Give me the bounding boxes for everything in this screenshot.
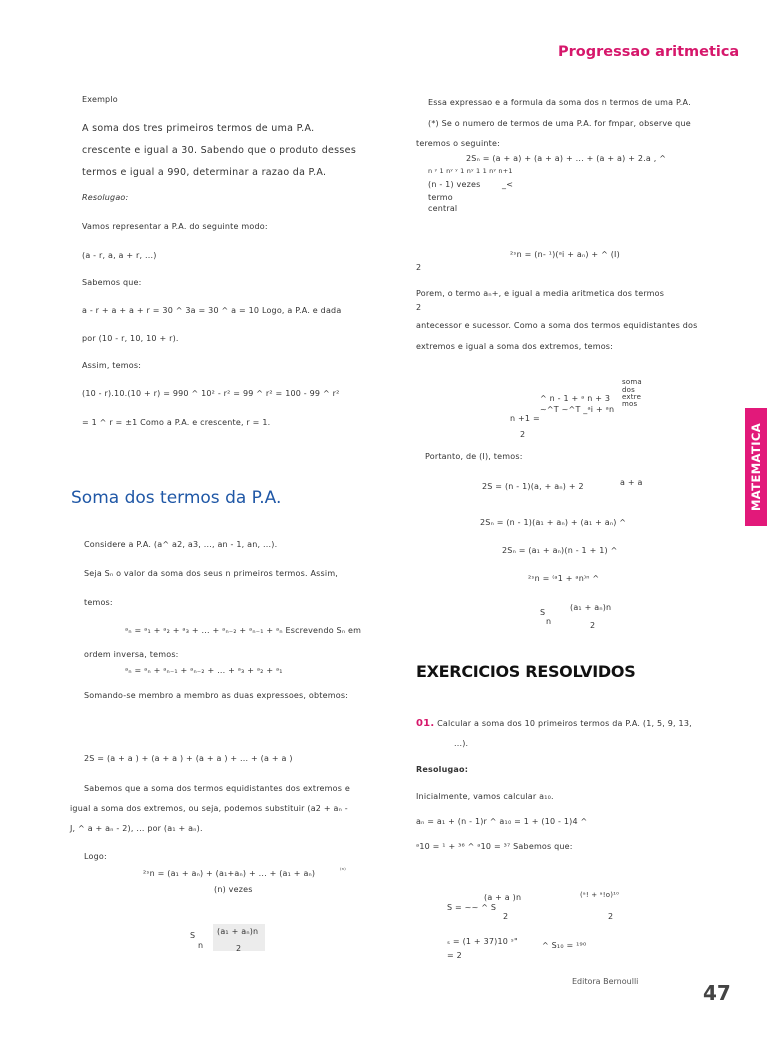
- formula-denominator: 2: [416, 263, 422, 272]
- formula-superscript: ⁽ⁿ⁾: [340, 867, 346, 874]
- text-line: Assim, temos:: [82, 361, 142, 370]
- text-line: extremos e igual a soma dos extremos, temos:: [416, 342, 614, 351]
- formula-line: 2Sₙ = (n - 1)(a₁ + aₙ) + (a₁ + aₙ) ^: [480, 518, 627, 527]
- formula-denominator: 2: [590, 621, 596, 630]
- section-title: Soma dos termos da P.A.: [71, 488, 282, 508]
- formula-line: (n) vezes: [214, 885, 253, 894]
- text-line: Porem, o termo aₙ+, e igual a media aritmetica dos termos: [416, 289, 665, 298]
- text-line: Portanto, de (I), temos:: [425, 452, 523, 461]
- formula-line: 2Sₙ = (a + a) + (a + a) + ... + (a + a) + 2.a , ^: [466, 154, 667, 163]
- text-line: Sabemos que:: [82, 278, 142, 287]
- formula-result: ^ S₁₀ = ¹⁹⁰: [542, 941, 587, 950]
- formula-line: = 2: [447, 951, 462, 960]
- side-tab-label: MATEMATICA: [749, 422, 763, 512]
- formula-note: termo: [428, 193, 453, 202]
- text-line: Essa expressao e a formula da soma dos n termos de uma P.A.: [428, 98, 691, 107]
- formula-denominator: 2: [236, 944, 242, 953]
- formula-line: aₙ = a₁ + (n - 1)r ^ a₁₀ = 1 + (10 - 1)4 ^: [416, 817, 588, 826]
- formula-denominator: 2: [520, 430, 526, 439]
- formula-denominator: 2: [503, 912, 509, 921]
- formula-note: dos: [622, 386, 635, 394]
- resolution-label: Resolugao:: [82, 193, 129, 202]
- text-line: Inicialmente, vamos calcular a₁₀.: [416, 792, 554, 801]
- example-text: A soma dos tres primeiros termos de uma P.A. crescente e igual a 30. Sabendo que o produto desses termos e igual a 990, determinar a razao da P.A.: [82, 123, 357, 178]
- page-number: 47: [703, 981, 731, 1005]
- exercise-text: Calcular a soma dos 10 primeiros termos da P.A. (1, 5, 9, 13,: [437, 719, 692, 728]
- text-line: a - r + a + a + r = 30 ^ 3a = 30 ^ a = 10 Logo, a P.A. e dada: [82, 306, 342, 315]
- text-line: temos:: [84, 598, 113, 607]
- text-line: teremos o seguinte:: [416, 139, 501, 148]
- formula-line: ₛ = (1 + 37)10 ˢ": [447, 937, 518, 946]
- formula-line: S = ~~ ^ S: [447, 903, 497, 912]
- formula-note: _<: [502, 180, 514, 189]
- text-line: igual a soma dos extremos, ou seja, podemos substituir (a2 + aₙ -: [70, 804, 348, 813]
- text-line: Somando-se membro a membro as duas expressoes, obtemos:: [84, 691, 349, 700]
- formula-line: 2Sₙ = (a₁ + aₙ)(n - 1 + 1) ^: [502, 546, 618, 555]
- text-line: por (10 - r, 10, 10 + r).: [82, 334, 179, 343]
- formula-subscript: n: [198, 941, 204, 950]
- formula-note: central: [428, 204, 458, 213]
- formula-numerator: (a + a )n: [484, 893, 522, 902]
- formula-line: 2S = (n - 1)(a, + aₙ) + 2: [482, 482, 584, 491]
- formula-numerator: (a₁ + aₙ)n: [570, 603, 612, 612]
- text-line: Considere a P.A. (a^ a2, a3, ..., an - 1, an, ...).: [84, 540, 278, 549]
- footer-brand: Editora Bernoulli: [572, 977, 639, 986]
- formula-line: ²ˢn = ⁽ᵃ1 + ᵃn⁾ⁿ ^: [528, 574, 600, 583]
- formula-numerator: (a₁ + aₙ)n: [217, 927, 259, 936]
- text-line: Seja Sₙ o valor da soma dos seus n primeiros termos. Assim,: [84, 569, 339, 578]
- text-line: Logo:: [84, 852, 107, 861]
- exercises-title: EXERCICIOS RESOLVIDOS: [416, 662, 636, 681]
- text-line: (*) Se o numero de termos de uma P.A. for fmpar, observe que: [428, 119, 691, 128]
- formula-line: n +1 =: [510, 414, 540, 423]
- formula-line: 2S = (a + a ) + (a + a ) + (a + a ) + ... + (a + a ): [84, 754, 293, 763]
- example-label: Exemplo: [82, 95, 118, 104]
- text-line: antecessor e sucessor. Como a soma dos termos equidistantes dos: [416, 321, 698, 330]
- text-line: Vamos representar a P.A. do seguinte modo:: [82, 222, 268, 231]
- text-line: = 1 ^ r = ±1 Como a P.A. e crescente, r = 1.: [82, 418, 271, 427]
- formula-denominator: 2: [608, 912, 614, 921]
- exercise-text-cont: ...).: [454, 739, 469, 748]
- text-line: (a - r, a, a + r, ...): [82, 251, 157, 260]
- text-line: 2: [416, 303, 422, 312]
- formula-line: ^ n - 1 + ᵃ n + 3: [540, 394, 611, 403]
- formula-line: ²ˢn = (a₁ + aₙ) + (a₁+aₙ) + ... + (a₁ + aₙ): [143, 869, 316, 878]
- formula-line: ᵃₙ = ᵃ₁ + ᵃ₂ + ᵃ₃ + ... + ᵃₙ₋₂ + ᵃₙ₋₁ + ᵃₙ Escrevendo Sₙ em: [125, 626, 362, 635]
- formula-numerator: (ᵃ! + ᵃ!o)¹⁰: [580, 891, 620, 899]
- formula-symbol: S: [540, 608, 546, 617]
- formula-subscript: n: [546, 617, 552, 626]
- formula-line: ~^T ~^T _ᵃi + ᵃn: [540, 405, 615, 414]
- formula-line: ᵃₙ = ᵃₙ + ᵃₙ₋₁ + ᵃₙ₋₂ + ... + ᵃ₃ + ᵃ₂ + ᵃ₁: [125, 666, 283, 675]
- formula-note: mos: [622, 400, 638, 408]
- text-line: Sabemos que a soma dos termos equidistantes dos extremos e: [84, 784, 350, 793]
- formula-symbol: S: [190, 931, 196, 940]
- formula-line: ᵃ10 = ¹ + ³⁶ ^ ᵃ10 = ³⁷ Sabemos que:: [416, 842, 573, 851]
- text-line: ordem inversa, temos:: [84, 650, 179, 659]
- formula-note: soma: [622, 378, 642, 386]
- resolution-label: Resolugao:: [416, 765, 469, 774]
- exercise-number: 01.: [416, 718, 435, 729]
- running-header: Progressao aritmetica: [558, 44, 740, 60]
- text-line: (10 - r).10.(10 + r) = 990 ^ 10² - r² = 99 ^ r² = 100 - 99 ^ r²: [82, 389, 340, 398]
- formula-subscripts: n ʸ 1 nʸ ʸ 1 nʸ 1 1 nʸ n+1: [428, 167, 513, 175]
- side-tab: [745, 408, 767, 526]
- text-line: J, ^ a + aₙ - 2), ... por (a₁ + aₙ).: [70, 824, 203, 833]
- formula-note: (n - 1) vezes: [428, 180, 481, 189]
- formula-note: extre: [622, 393, 642, 401]
- formula-note: a + a: [620, 478, 643, 487]
- formula-line: ²ˢn = (n- ¹)(ᵃi + aₙ) + ^ (I): [510, 250, 620, 259]
